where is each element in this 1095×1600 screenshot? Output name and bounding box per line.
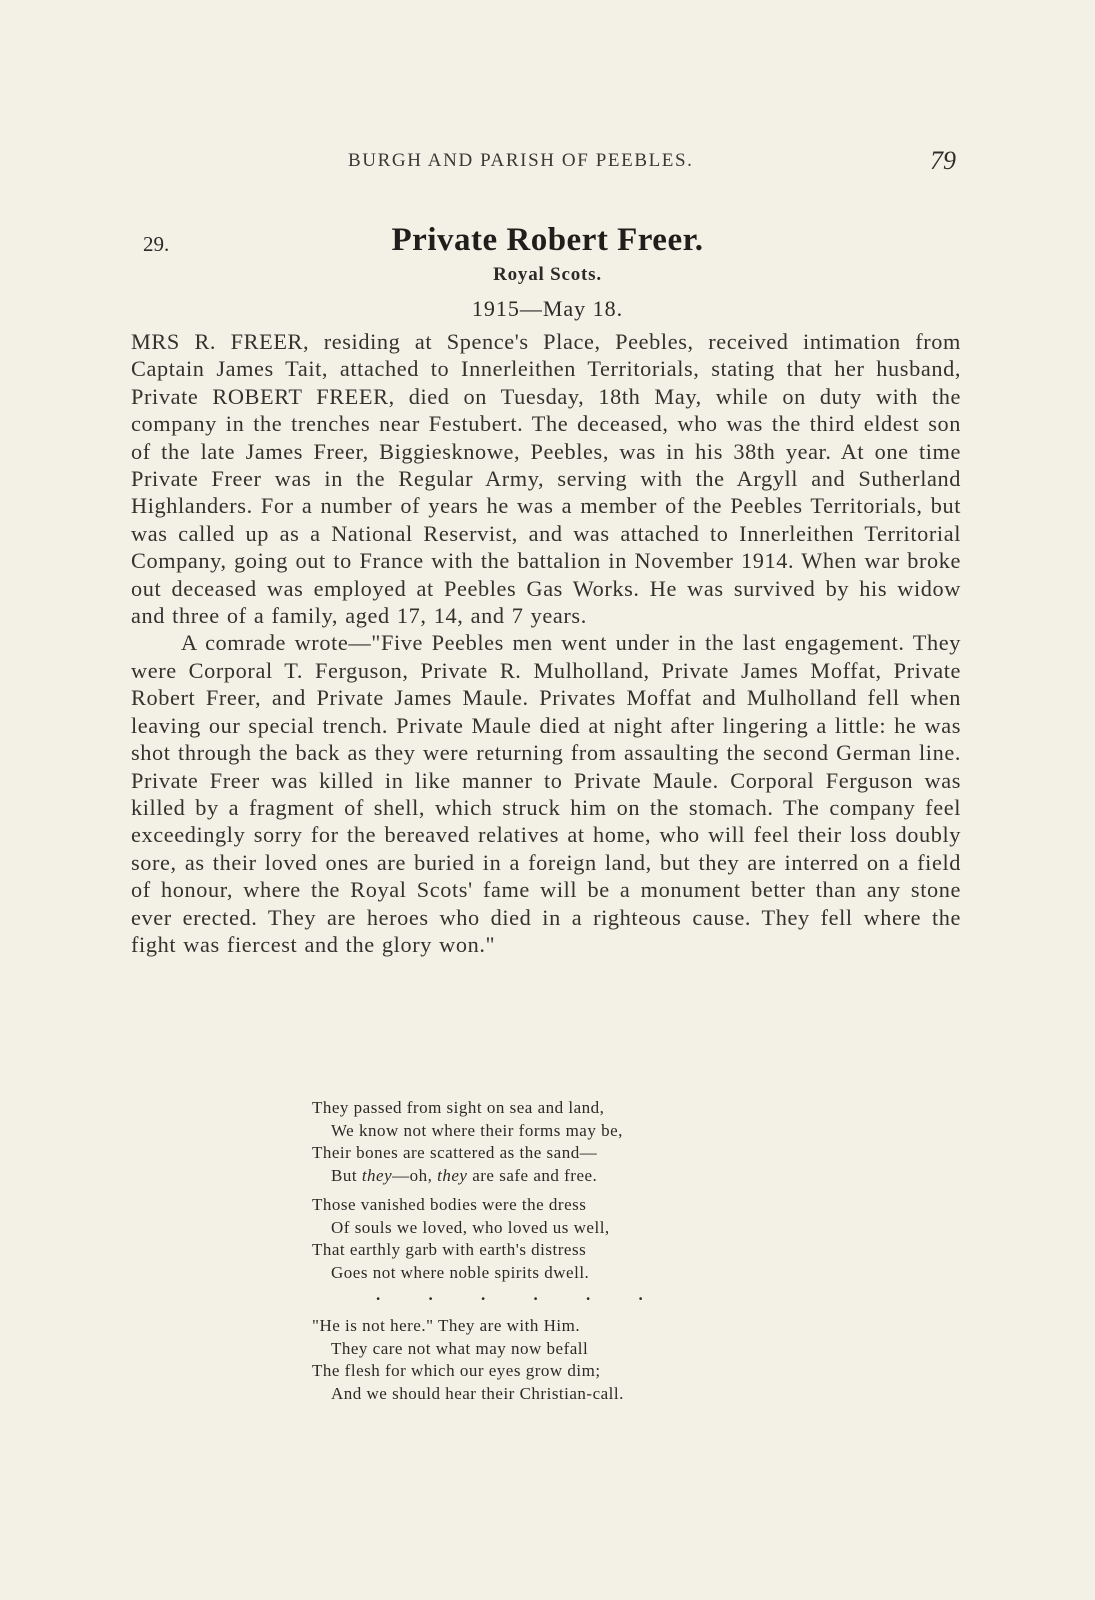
poem-stanza xyxy=(312,1194,792,1284)
paragraph-comrade-letter: A comrade wrote—"Five Peebles men went under in the last engagement. They were Corporal T. Ferguson, Private R. Mulholland, Private James Moffat, Private Robert Freer, and Private James Maule. Privates Moffat and Mulholland fell when leaving our special trench. Private Maule died at night after lingering a little: he was shot through the back as they were returning from assaulting the second German line. Private Freer was killed in like manner to Private Maule. Corporal Ferguson was killed by a fragment of shell, which struck him on the stomach. The company feel exceedingly sorry for the bereaved relatives at home, who will feel their loss doubly sore, as their loved ones are buried in a foreign land, but they are interred on a field of honour, where the Royal Scots' fame will be a monument better than any stone ever erected. They are heroes who died in a righteous cause. They fell where the fight was fiercest and the glory won." xyxy=(131,630,961,957)
poem-line: The flesh for which our eyes grow dim; xyxy=(312,1361,601,1380)
poem-line-text: —oh, xyxy=(392,1165,438,1185)
article-body xyxy=(131,328,961,958)
stanza-break-dots: . . . . . . xyxy=(376,1285,665,1304)
running-header xyxy=(0,146,1095,180)
poem-line: And we should hear their Christian-call. xyxy=(331,1383,624,1403)
page-number: 79 xyxy=(930,146,956,175)
poem xyxy=(312,1097,792,1412)
entry-title: Private Robert Freer. xyxy=(391,222,704,258)
poem-stanza xyxy=(312,1315,792,1405)
poem-line-text: But xyxy=(331,1165,362,1185)
poem-line: Of souls we loved, who loved us well, xyxy=(331,1217,610,1237)
poem-line: That earthly garb with earth's distress xyxy=(312,1240,587,1259)
poem-line: They care not what may now befall xyxy=(331,1338,589,1358)
regiment-subtitle: Royal Scots. xyxy=(493,264,602,285)
poem-line: We know not where their forms may be, xyxy=(331,1120,623,1140)
running-title: BURGH AND PARISH OF PEEBLES. xyxy=(348,150,694,171)
poem-line: Those vanished bodies were the dress xyxy=(312,1195,587,1214)
poem-line xyxy=(312,1165,792,1188)
paragraph-obituary: MRS R. FREER, residing at Spence's Place, Peebles, received intimation from Captain James Tait, attached to Innerleithen Territorials, stating that her husband, Private ROBERT FREER, died on Tuesday, 18th May, while on duty with the company in the trenches near Festubert. The deceased, who was the third eldest son of the late James Freer, Biggiesknowe, Peebles, was in his 38th year. At one time Private Freer was in the Regular Army, serving with the Argyll and Sutherland Highlanders. For a number of years he was a member of the Peebles Territorials, but was called up as a National Reservist, and was attached to Innerleithen Territorial Company, going out to France with the battalion in November 1914. When war broke out deceased was employed at Peebles Gas Works. He was survived by his widow and three of a family, aged 17, 14, and 7 years. xyxy=(131,329,961,629)
poem-line: They passed from sight on sea and land, xyxy=(312,1098,605,1117)
date-line: 1915—May 18. xyxy=(471,296,624,321)
poem-emphasis: they xyxy=(437,1165,468,1185)
poem-line: Goes not where noble spirits dwell. xyxy=(331,1262,590,1282)
poem-stanza xyxy=(312,1097,792,1187)
poem-line-text: are safe and free. xyxy=(467,1165,598,1185)
poem-emphasis: they xyxy=(361,1165,393,1185)
poem-line: "He is not here." They are with Him. xyxy=(312,1316,581,1335)
poem-line: Their bones are scattered as the sand— xyxy=(312,1143,598,1162)
entry-number: 29. xyxy=(143,232,170,256)
